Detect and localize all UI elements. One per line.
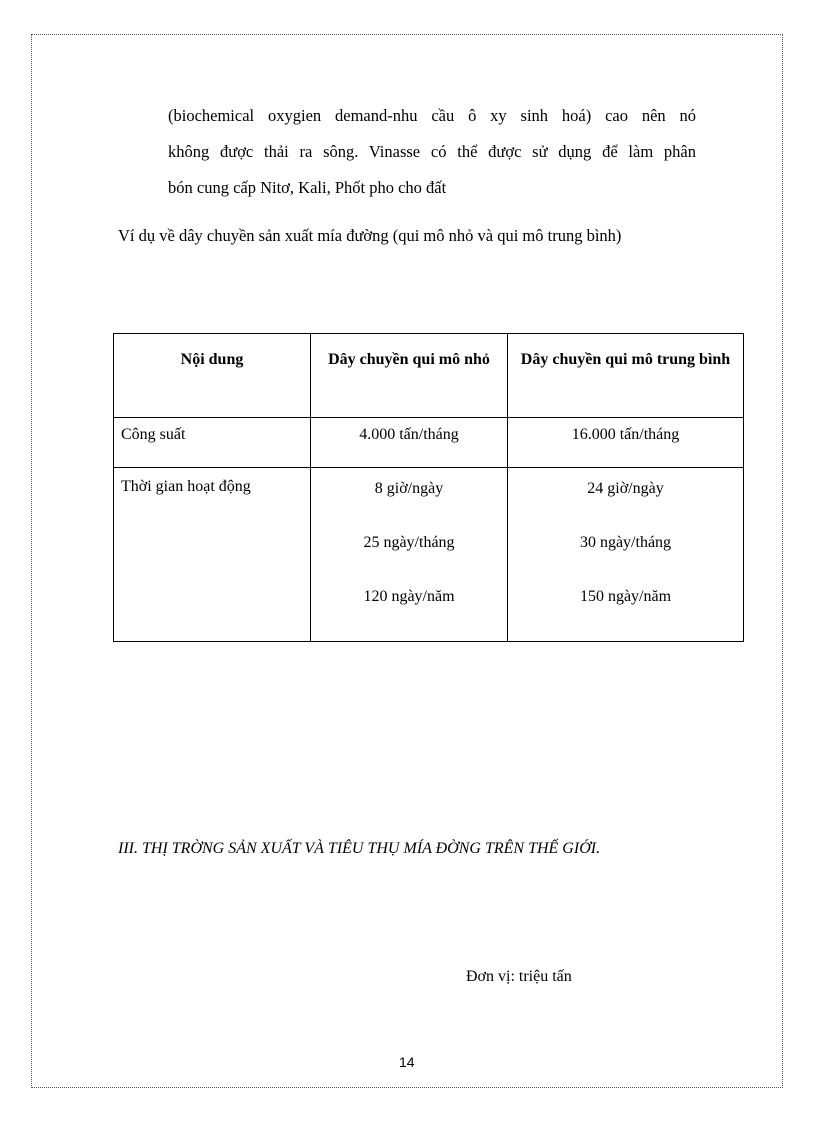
days-per-month-medium: 30 ngày/tháng <box>579 534 672 551</box>
unit-note: Đơn vị: triệu tấn <box>466 968 572 985</box>
table-header-row <box>114 334 744 418</box>
header-content: Nội dung <box>114 334 311 418</box>
operating-time-medium <box>508 468 744 642</box>
days-per-year-small: 120 ngày/năm <box>363 588 455 605</box>
paragraph-line: (biochemical oxygien demand-nhu cầu ô xy sinh hoá) cao nên nó <box>168 106 696 125</box>
paragraph-line: không được thải ra sông. Vinasse có thể được sử dụng để làm phân <box>168 142 696 161</box>
table-row <box>114 468 744 642</box>
row-label-capacity: Công suất <box>114 418 311 468</box>
paragraph-line: bón cung cấp Nitơ, Kali, Phốt pho cho đất <box>168 178 447 197</box>
section-heading: III. THỊ TRỜNG SẢN XUẤT VÀ TIÊU THỤ MÍA ĐỜNG TRÊN THẾ GIỚI. <box>118 840 601 857</box>
days-per-month-small: 25 ngày/tháng <box>363 534 455 551</box>
capacity-small: 4.000 tấn/tháng <box>311 418 508 468</box>
hours-per-day-medium: 24 giờ/ngày <box>587 480 664 497</box>
hours-per-day-small: 8 giờ/ngày <box>374 480 444 497</box>
operating-time-small <box>311 468 508 642</box>
page-number: 14 <box>399 1054 415 1070</box>
production-line-table <box>113 333 744 642</box>
header-small-scale: Dây chuyền qui mô nhỏ <box>311 334 508 418</box>
row-label-operating-time: Thời gian hoạt động <box>114 468 311 642</box>
header-medium-scale: Dây chuyền qui mô trung bình <box>508 334 744 418</box>
table-row <box>114 418 744 468</box>
days-per-year-medium: 150 ngày/năm <box>579 588 672 605</box>
capacity-medium: 16.000 tấn/tháng <box>508 418 744 468</box>
body-paragraph <box>168 98 696 206</box>
table-intro: Ví dụ về dây chuyền sản xuất mía đường (qui mô nhỏ và qui mô trung bình) <box>118 226 622 245</box>
